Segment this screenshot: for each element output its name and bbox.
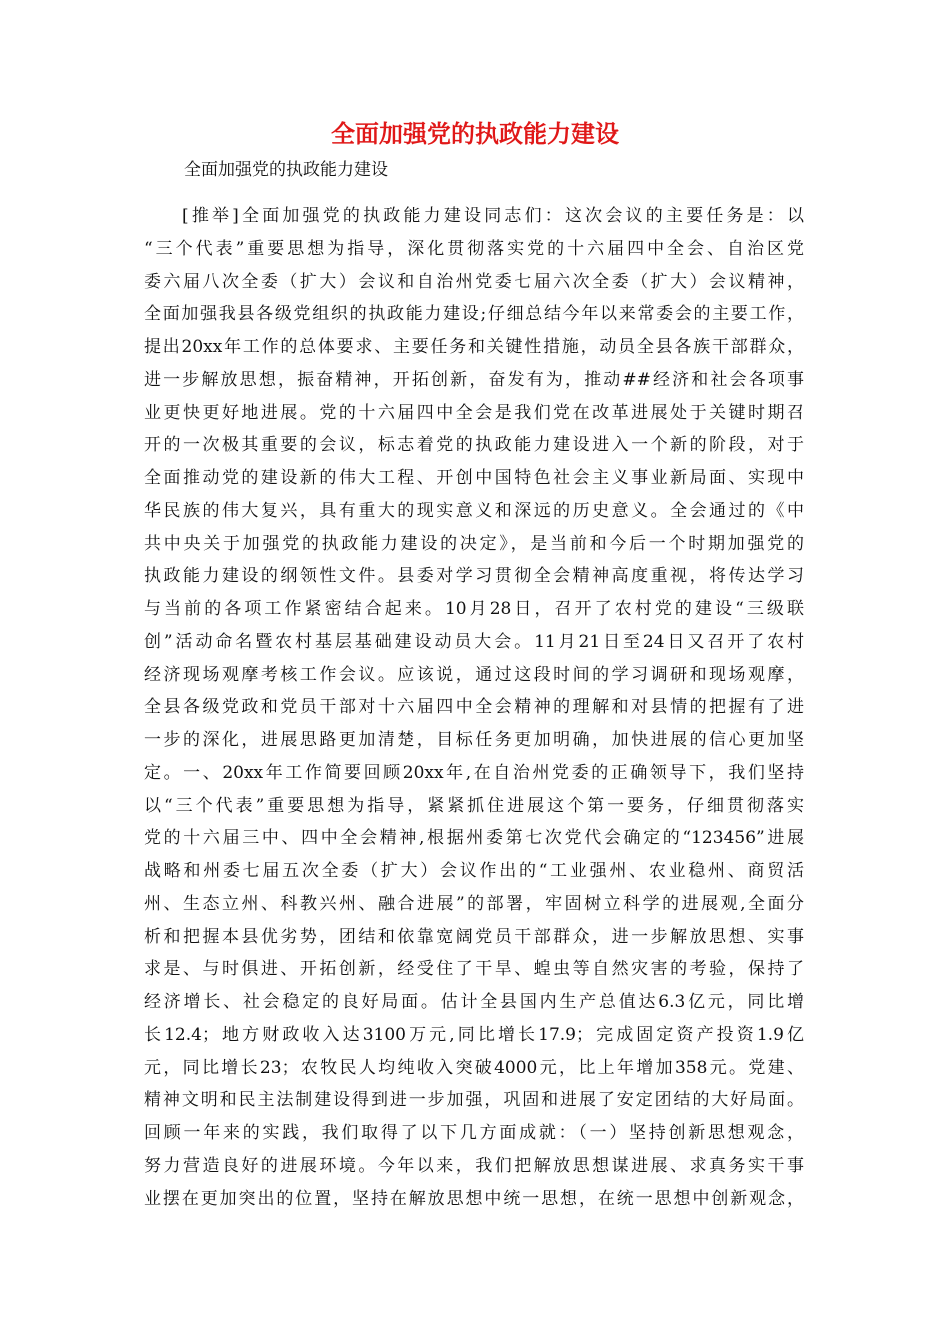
body-line: 战略和州委七届五次全委（扩大）会议作出的“工业强州、农业稳州、商贸活: [144, 861, 804, 881]
body-line: 精神文明和民主法制建设得到进一步加强，巩固和进展了安定团结的大好局面。: [144, 1090, 804, 1111]
body-line: 长12.4；地方财政收入达3100万元,同比增长17.9；完成固定资产投资1.9亿: [144, 1024, 804, 1045]
body-line: 委六届八次全委（扩大）会议和自治州党委七届六次全委（扩大）会议精神，: [144, 271, 804, 292]
body-line: 业更快更好地进展。党的十六届四中全会是我们党在改革进展处于关键时期召: [144, 402, 804, 423]
body-paragraph: [144, 200, 804, 1215]
document-title: 全面加强党的执政能力建设: [331, 120, 619, 148]
body-line: 回顾一年来的实践，我们取得了以下几方面成就：（一）坚持创新思想观念，: [144, 1123, 804, 1143]
body-line: 党的十六届三中、四中全会精神,根据州委第七次党代会确定的“123456”进展: [144, 828, 804, 849]
body-line: [推举]全面加强党的执政能力建设同志们：这次会议的主要任务是：以: [182, 206, 804, 226]
body-line: 提出20xx年工作的总体要求、主要任务和关键性措施，动员全县各族干部群众，: [144, 337, 804, 357]
body-line: 求是、与时俱进、开拓创新，经受住了干旱、蝗虫等自然灾害的考验，保持了: [144, 959, 804, 980]
body-line: 以“三个代表”重要思想为指导，紧紧抓住进展这个第一要务，仔细贯彻落实: [144, 795, 804, 816]
body-line: 业摆在更加突出的位置，坚持在解放思想中统一思想，在统一思想中创新观念，: [144, 1188, 804, 1209]
body-line: 与当前的各项工作紧密结合起来。10月28日，召开了农村党的建设“三级联: [144, 599, 804, 619]
body-line: 元，同比增长23；农牧民人均纯收入突破4000元，比上年增加358元。党建、: [144, 1057, 804, 1078]
body-line: 执政能力建设的纲领性文件。县委对学习贯彻全会精神高度重视，将传达学习: [144, 566, 804, 587]
body-line: 全面加强我县各级党组织的执政能力建设;仔细总结今年以来常委会的主要工作，: [144, 304, 804, 325]
body-line: 共中央关于加强党的执政能力建设的决定》，是当前和今后一个时期加强党的: [144, 533, 804, 554]
body-line: 经济增长、社会稳定的良好局面。估计全县国内生产总值达6.3亿元，同比增: [144, 992, 804, 1012]
body-line: 析和把握本县优劣势，团结和依靠宽阔党员干部群众，进一步解放思想、实事: [144, 926, 804, 947]
body-line: 创”活动命名暨农村基层基础建设动员大会。11月21日至24日又召开了农村: [144, 631, 804, 652]
body-line: 进一步解放思想，振奋精神，开拓创新，奋发有为，推动##经济和社会各项事: [144, 369, 804, 390]
body-line: 华民族的伟大复兴，具有重大的现实意义和深远的历史意义。全会通过的《中: [144, 500, 804, 521]
body-line: 州、生态立州、科教兴州、融合进展”的部署，牢固树立科学的进展观,全面分: [144, 893, 804, 914]
body-line: 全县各级党政和党员干部对十六届四中全会精神的理解和对县情的把握有了进: [144, 697, 804, 718]
body-line: 努力营造良好的进展环境。今年以来，我们把解放思想谋进展、求真务实干事: [144, 1155, 804, 1176]
body-line: 经济现场观摩考核工作会议。应该说，通过这段时间的学习调研和现场观摩，: [144, 664, 804, 685]
body-line: 定。一、20xx年工作简要回顾20xx年,在自治州党委的正确领导下，我们坚持: [144, 762, 804, 783]
body-line: “三个代表”重要思想为指导，深化贯彻落实党的十六届四中全会、自治区党: [144, 238, 804, 259]
document-subtitle: 全面加强党的执政能力建设: [184, 160, 388, 180]
body-line: 全面推动党的建设新的伟大工程、开创中国特色社会主义事业新局面、实现中: [144, 468, 804, 488]
body-line: 一步的深化，进展思路更加清楚，目标任务更加明确，加快进展的信心更加坚: [144, 730, 804, 750]
body-line: 开的一次极其重要的会议，标志着党的执政能力建设进入一个新的阶段，对于: [144, 435, 804, 456]
